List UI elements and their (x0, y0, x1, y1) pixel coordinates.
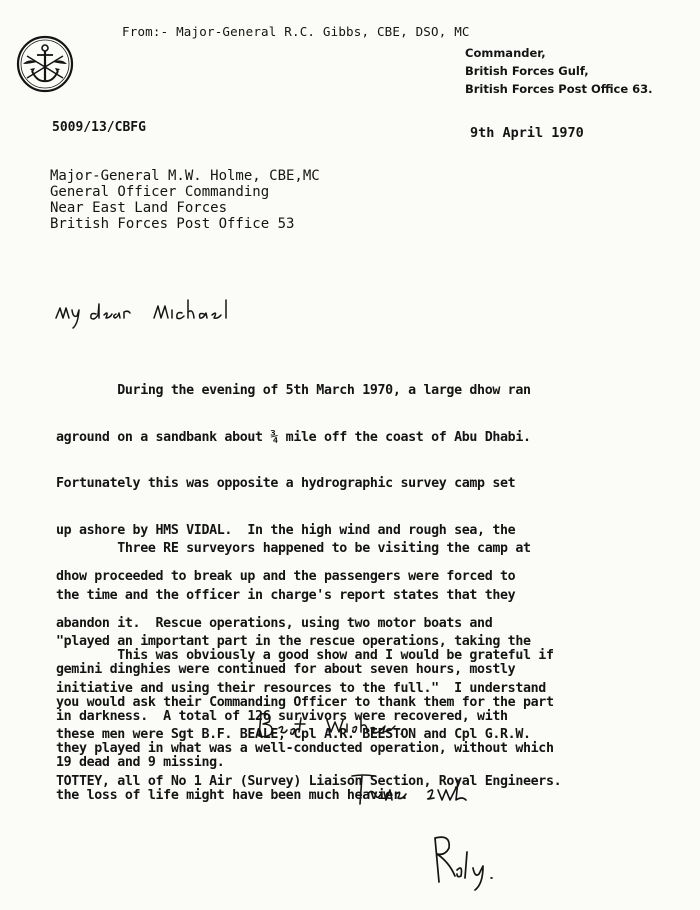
paragraph-line: dhow proceeded to break up and the passengers were forced to (56, 569, 516, 584)
paragraph-line: 19 dead and 9 missing. (56, 755, 225, 770)
paragraph-line: TOTTEY, all of No 1 Air (Survey) Liaison Section, Royal Engineers. (56, 773, 562, 789)
paragraph-line: they played in what was a well-conducted operation, without which (56, 741, 554, 756)
paragraph-line: you would ask their Commanding Officer to thank them for the part (56, 694, 554, 710)
sender-line: British Forces Post Office 63. (465, 82, 653, 96)
reference-number: 5009/13/CBFG (52, 120, 146, 135)
letter-date: 9th April 1970 (470, 125, 584, 141)
handwritten-valediction (350, 770, 490, 810)
paragraph-line: initiative and using their resources to the full." I understand (56, 680, 546, 696)
paragraph-line: abandon it. Rescue operations, using two motor boats and (56, 615, 493, 631)
recipient-line: Near East Land Forces (50, 200, 228, 216)
recipient-address (50, 168, 320, 232)
paragraph-line: the loss of life might have been much heavier. (56, 787, 409, 803)
sender-address (465, 44, 653, 98)
paragraph-line: Fortunately this was opposite a hydrographic survey camp set (56, 476, 516, 491)
paragraph-line: up ashore by HMS VIDAL. In the high wind and rough sea, the (56, 522, 516, 538)
handwritten-salutation (54, 296, 244, 332)
recipient-line: General Officer Commanding (50, 184, 270, 200)
recipient-line: Major-General M.W. Holme, CBE,MC (50, 168, 320, 184)
paragraph-line: in darkness. A total of 126 survivors were recovered, with (56, 708, 508, 724)
paragraph-line: these men were Sgt B.F. BEALE, Cpl A.R. BEESTON and Cpl G.R.W. (56, 727, 531, 742)
recipient-line: British Forces Post Office 53 (50, 216, 295, 232)
paragraph-line: This was obviously a good show and I would be grateful if (56, 648, 554, 663)
sender-line: British Forces Gulf, (465, 64, 589, 78)
sender-line: Commander, (465, 46, 546, 60)
paragraph-line: aground on a sandbank about ¾ mile off the coast of Abu Dhabi. (56, 429, 531, 445)
paragraph-line: "played an important part in the rescue operations, taking the (56, 634, 531, 649)
paragraph-line: Three RE surveyors happened to be visiting the camp at (56, 541, 531, 556)
paragraph-line: gemini dinghies were continued for about seven hours, mostly (56, 662, 516, 677)
handwritten-signature (425, 832, 525, 892)
paragraph-line: the time and the officer in charge's report states that they (56, 587, 516, 603)
paragraph-line: During the evening of 5th March 1970, a large dhow ran (56, 383, 531, 398)
service-crest-icon (15, 34, 75, 94)
from-line: From:- Major-General R.C. Gibbs, CBE, DSO, MC (122, 24, 470, 39)
handwritten-regards (255, 708, 415, 744)
